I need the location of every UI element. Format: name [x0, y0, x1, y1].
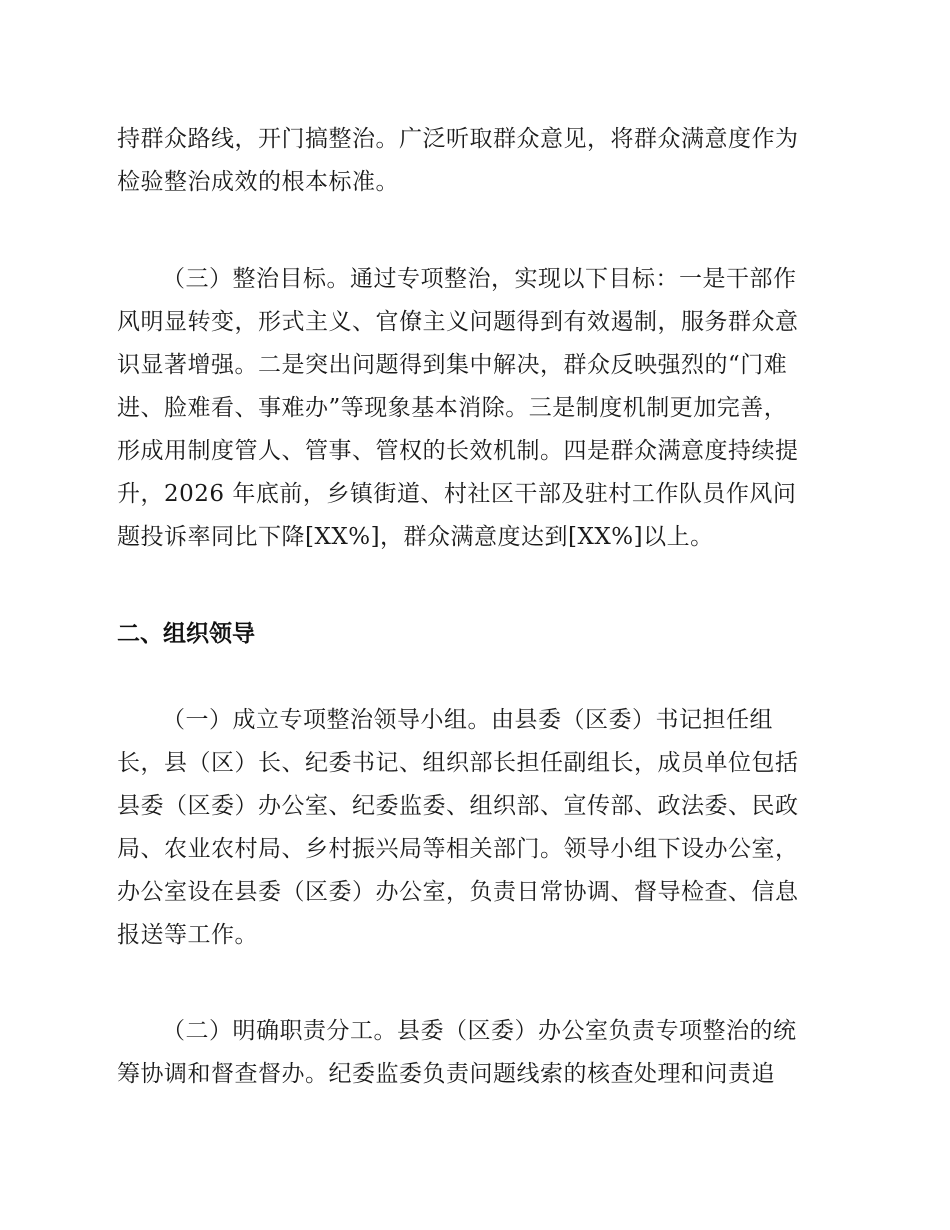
paragraph-line: 检验整治成效的根本标准。: [117, 169, 399, 195]
paragraph-line: （一）成立专项整治领导小组。由县委（区委）书记担任组: [162, 707, 773, 733]
paragraph-line: 风明显转变，形式主义、官僚主义问题得到有效遏制，服务群众意: [117, 309, 799, 335]
section-heading: 二、组织领导: [117, 621, 255, 647]
paragraph-line: 持群众路线，开门搞整治。广泛听取群众意见，将群众满意度作为: [117, 126, 799, 152]
paragraph-line: （二）明确职责分工。县委（区委）办公室负责专项整治的统: [162, 1018, 797, 1044]
paragraph-line: 进、脸难看、事难办”等现象基本消除。三是制度机制更加完善，: [117, 395, 788, 421]
paragraph-line: 题投诉率同比下降[XX%]，群众满意度达到[XX%]以上。: [117, 524, 714, 550]
paragraph-line: （三）整治目标。通过专项整治，实现以下目标：一是干部作: [162, 266, 797, 292]
paragraph-line: 筹协调和督查督办。纪委监委负责问题线索的核查处理和问责追: [117, 1061, 775, 1087]
paragraph-line: 升，2026 年底前，乡镇街道、村社区干部及驻村工作队员作风问: [117, 481, 797, 507]
paragraph-line: 形成用制度管人、管事、管权的长效机制。四是群众满意度持续提: [117, 438, 799, 464]
paragraph-line: 县委（区委）办公室、纪委监委、组织部、宣传部、政法委、民政: [117, 793, 799, 819]
paragraph-line: 办公室设在县委（区委）办公室，负责日常协调、督导检查、信息: [117, 879, 799, 905]
paragraph-line: 报送等工作。: [117, 922, 258, 948]
paragraph-line: 长，县（区）长、纪委书记、组织部长担任副组长，成员单位包括: [117, 750, 799, 776]
paragraph-line: 识显著增强。二是突出问题得到集中解决，群众反映强烈的“门难: [117, 352, 788, 378]
paragraph-line: 局、农业农村局、乡村振兴局等相关部门。领导小组下设办公室，: [117, 836, 799, 862]
